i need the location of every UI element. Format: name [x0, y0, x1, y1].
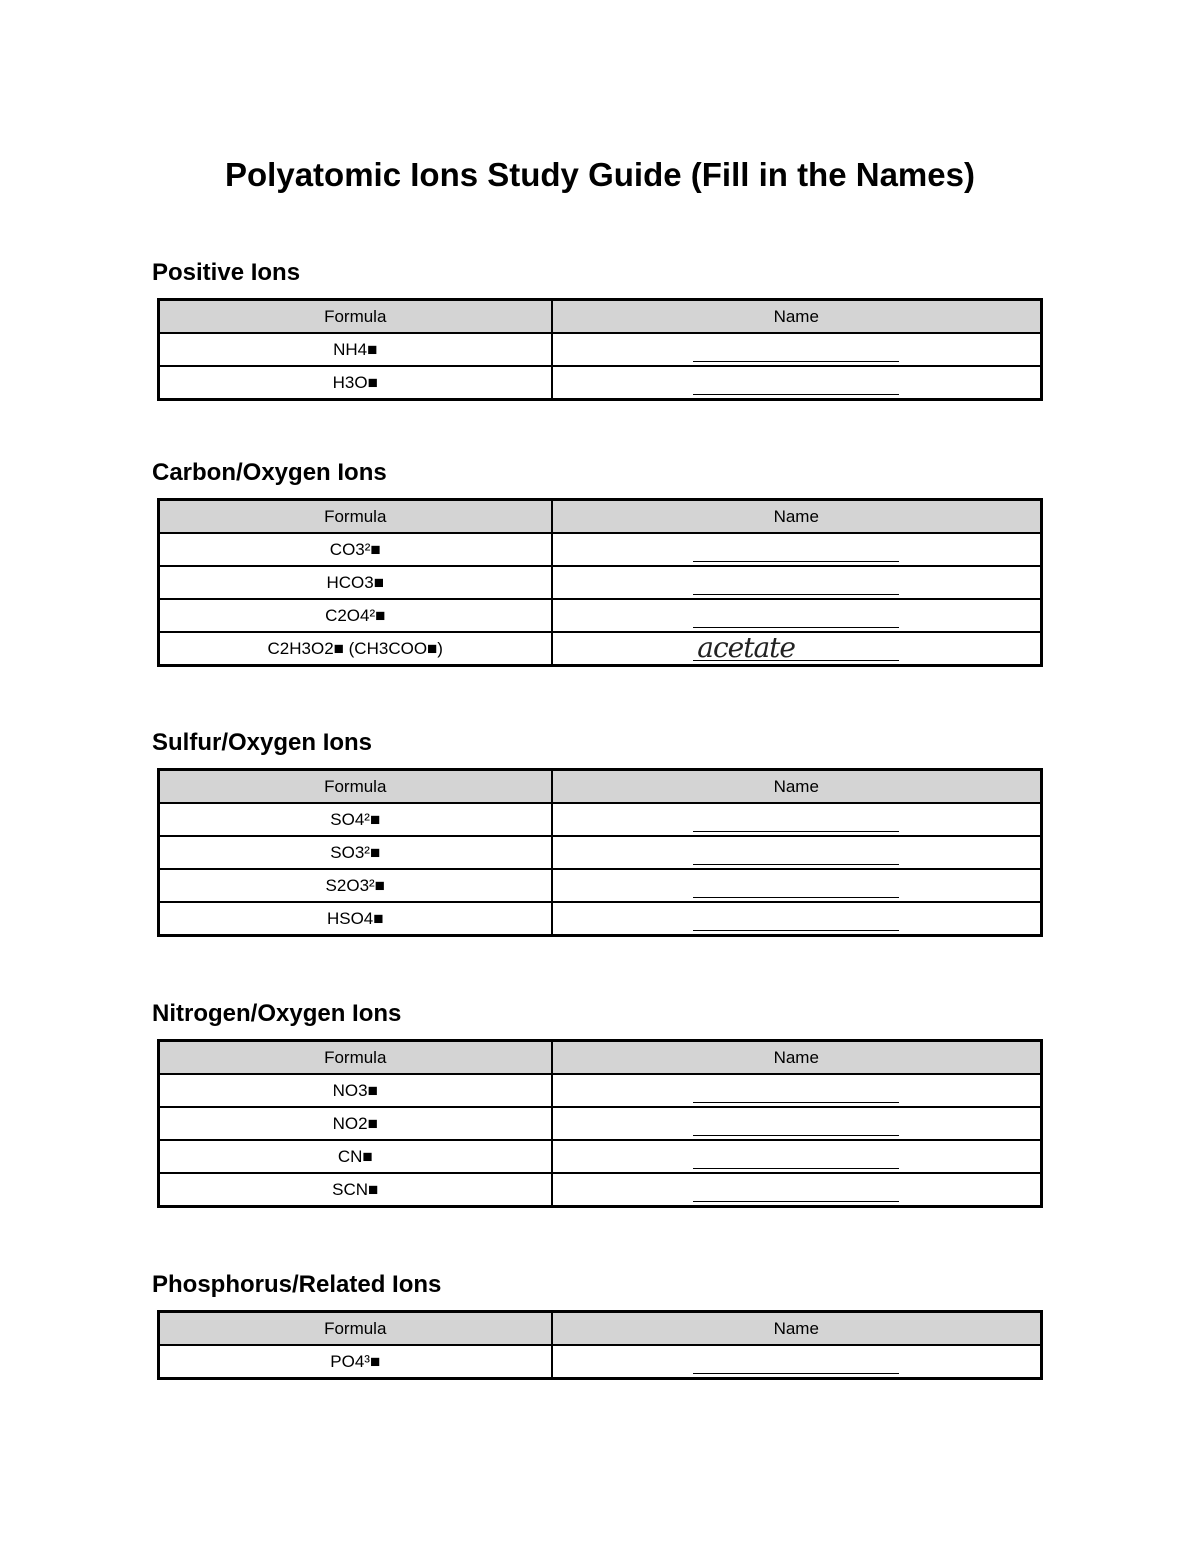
name-header: Name	[552, 300, 1042, 334]
name-answer-blank[interactable]	[693, 339, 899, 362]
name-answer-blank[interactable]	[693, 1113, 899, 1136]
name-answer-blank[interactable]	[693, 605, 899, 628]
table-row	[159, 803, 1042, 836]
name-answer-blank[interactable]	[693, 372, 899, 395]
formula-cell: C2O4²■	[159, 599, 552, 632]
name-cell	[552, 803, 1042, 836]
name-answer-blank[interactable]	[693, 1179, 899, 1202]
formula-cell: CN■	[159, 1140, 552, 1173]
name-cell	[552, 333, 1042, 366]
table-header-row	[159, 300, 1042, 334]
table-row	[159, 1074, 1042, 1107]
formula-cell: H3O■	[159, 366, 552, 400]
table-row	[159, 1345, 1042, 1379]
table-header-row	[159, 1041, 1042, 1075]
name-cell	[552, 1107, 1042, 1140]
name-answer-blank[interactable]	[693, 875, 899, 898]
name-answer-blank[interactable]	[693, 1080, 899, 1103]
name-answer-blank[interactable]	[693, 1351, 899, 1374]
name-cell	[552, 566, 1042, 599]
ions-table	[157, 768, 1043, 937]
name-cell	[552, 1140, 1042, 1173]
formula-cell: NO3■	[159, 1074, 552, 1107]
table-row	[159, 1173, 1042, 1207]
section-heading: Phosphorus/Related Ions	[152, 1271, 442, 1298]
table-row	[159, 333, 1042, 366]
table-row	[159, 869, 1042, 902]
section-positive-ions	[152, 258, 1044, 392]
formula-header: Formula	[159, 770, 552, 804]
table-row	[159, 902, 1042, 936]
ions-table	[157, 1039, 1043, 1208]
formula-cell: NH4■	[159, 333, 552, 366]
table-header-row	[159, 1312, 1042, 1346]
name-cell	[552, 1345, 1042, 1379]
formula-header: Formula	[159, 1312, 552, 1346]
section-heading: Nitrogen/Oxygen Ions	[152, 1000, 402, 1027]
name-cell	[552, 836, 1042, 869]
name-answer-blank[interactable]	[693, 572, 899, 595]
name-cell	[552, 599, 1042, 632]
section-heading: Carbon/Oxygen Ions	[152, 459, 387, 486]
ions-table	[157, 298, 1043, 401]
formula-cell: CO3²■	[159, 533, 552, 566]
formula-cell: HSO4■	[159, 902, 552, 936]
name-cell	[552, 902, 1042, 936]
formula-header: Formula	[159, 1041, 552, 1075]
name-cell	[552, 1074, 1042, 1107]
table-header-row	[159, 770, 1042, 804]
formula-cell: C2H3O2■ (CH3COO■)	[159, 632, 552, 666]
table-header-row	[159, 500, 1042, 534]
ions-table	[157, 1310, 1043, 1380]
table-row	[159, 599, 1042, 632]
page-title: Polyatomic Ions Study Guide (Fill in the Names)	[225, 156, 975, 193]
table-row	[159, 1107, 1042, 1140]
formula-cell: HCO3■	[159, 566, 552, 599]
section-sulfur-oxygen-ions	[152, 728, 1044, 928]
name-cell	[552, 366, 1042, 400]
formula-cell: PO4³■	[159, 1345, 552, 1379]
ions-table	[157, 498, 1043, 667]
formula-cell: SO3²■	[159, 836, 552, 869]
formula-header: Formula	[159, 300, 552, 334]
name-header: Name	[552, 770, 1042, 804]
table-row	[159, 366, 1042, 400]
table-row	[159, 1140, 1042, 1173]
table-row	[159, 566, 1042, 599]
formula-header: Formula	[159, 500, 552, 534]
table-row	[159, 533, 1042, 566]
name-answer-blank[interactable]	[693, 539, 899, 562]
formula-cell: SO4²■	[159, 803, 552, 836]
table-row	[159, 632, 1042, 666]
name-header: Name	[552, 500, 1042, 534]
name-answer-blank[interactable]	[693, 908, 899, 931]
formula-cell: S2O3²■	[159, 869, 552, 902]
section-carbon-oxygen-ions	[152, 458, 1044, 664]
name-cell	[552, 632, 1042, 666]
section-heading: Sulfur/Oxygen Ions	[152, 729, 373, 756]
section-phosphorus-related-ions	[152, 1270, 1044, 1371]
name-cell	[552, 869, 1042, 902]
name-answer-blank[interactable]	[693, 631, 899, 664]
name-answer-blank[interactable]	[693, 809, 899, 832]
handwritten-answer: acetate	[697, 631, 795, 664]
formula-cell: NO2■	[159, 1107, 552, 1140]
name-answer-blank[interactable]	[693, 1146, 899, 1169]
name-answer-blank[interactable]	[693, 842, 899, 865]
name-header: Name	[552, 1041, 1042, 1075]
formula-cell: SCN■	[159, 1173, 552, 1207]
table-row	[159, 836, 1042, 869]
section-heading: Positive Ions	[152, 259, 301, 286]
section-nitrogen-oxygen-ions	[152, 999, 1044, 1199]
name-header: Name	[552, 1312, 1042, 1346]
name-cell	[552, 533, 1042, 566]
name-cell	[552, 1173, 1042, 1207]
